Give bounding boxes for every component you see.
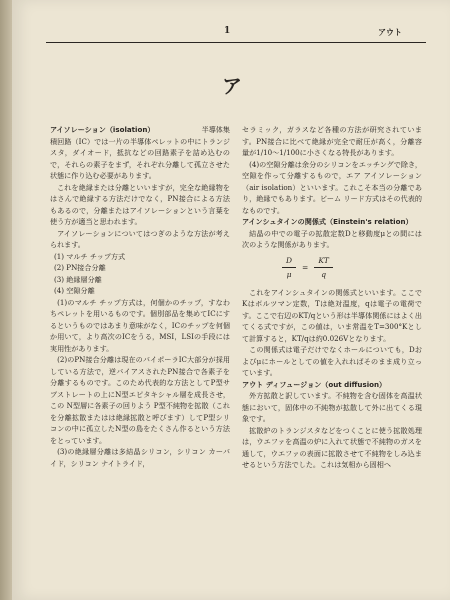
section-letter: ア xyxy=(222,74,242,98)
list-item: (1) マルチ チップ方式 xyxy=(54,251,126,261)
paragraph: 積回路（IC）では一片の半導体ペレットの中にトランジスタ，ダイオード，抵抗などの回路素子を詰め込むので，それらの素子をまず，それぞれ分離して孤立させた状態に作り込む必要があります。 xyxy=(50,136,230,180)
paragraph: 外方拡散と訳しています。不純物を含む固体を高温状態において，固体中の不純物が拡散して外に出てくる現象です。 xyxy=(242,391,422,423)
paragraph: セラミック，ガラスなど各種の方法が研究されています。PN接合に比べて絶縁が完全で耐圧が高く，分離容量が1/10〜1/100に小さくなる特長があります。 xyxy=(242,125,422,157)
page-number: 1 xyxy=(224,26,231,36)
paragraph: (1)のマルチ チップ方式は，何個かのチップ，すなわちペレットを用いるものです。個別部品を集めてICにするというものではあまり意味がなく，ICのチップを何個か用いて，より高次のICをうる，MSI，LSIの手段には実用性があります。 xyxy=(50,297,230,353)
paragraph: (3)の絶縁層分離は多結晶シリコン，シリコン カーバイド，シリコン ナイトライド， xyxy=(50,447,230,468)
book-gutter xyxy=(0,0,12,600)
formula-rhs-numerator: KT xyxy=(314,255,333,269)
entry-heading: アウト ディフュージョン（out diffusion） xyxy=(242,379,387,389)
list-item: (3) 絶縁層分離 xyxy=(54,274,102,284)
entry-field: 半導体集 xyxy=(201,125,230,134)
header-rule xyxy=(46,42,426,43)
paragraph: この関係式は電子だけでなくホールについても，Dおよびμにホールとしての値を入れればそのまま成り立っています。 xyxy=(242,345,422,377)
einstein-formula xyxy=(282,255,333,281)
right-column xyxy=(242,124,422,471)
paragraph: (4)の空隙分離は余分のシリコンをエッチングで除き，空隙を作って分離するもので，エア アイソレーション（air isolation）といいます。これこそ本当の分離であり，絶縁でもあります。ビーム リード方式はその代表的なものです。 xyxy=(242,159,422,215)
entry-heading: アインシュタインの関係式（Einstein's relation） xyxy=(242,217,413,226)
formula-lhs-numerator: D xyxy=(282,255,296,269)
paragraph: アイソレーションについてはつぎのような方法が考えられます。 xyxy=(50,228,230,249)
entry-isolation xyxy=(50,124,230,136)
running-head: アウト xyxy=(378,28,402,37)
list-item: (2) PN接合分離 xyxy=(54,263,106,272)
formula-equals: = xyxy=(302,262,309,272)
entry-heading: アイソレーション（isolation） xyxy=(50,125,155,134)
paragraph: 拡散炉のトランジスタなどをつくことに使う拡散処理は，ウエファを高温の炉に入れて状態で不純物のガスを通して，ウエファの表面に拡散させて不純物をしみ込ませるという方法でした。これは気相から固相へ xyxy=(242,425,422,469)
paragraph: これを絶縁または分離といいますが，完全な絶縁物をはさんで絶縁する方法だけでなく，PN接合による方法もあるので，分離またはアイソレーションという言葉を使う方が適当と思われます。 xyxy=(50,182,230,226)
formula-lhs-denominator: μ xyxy=(286,270,292,279)
formula-rhs-denominator: q xyxy=(321,270,327,279)
list-item: (4) 空隙分離 xyxy=(54,286,95,295)
paragraph: 結晶の中での電子の拡散定数Dと移動度μとの間には次のような関係があります。 xyxy=(242,228,422,249)
left-column xyxy=(50,124,230,469)
formula-rhs xyxy=(314,255,333,281)
paragraph: (2)のPN接合分離は現在のバイポーラIC大部分が採用している方法で，逆バイアスされたPN接合で各素子を分離するものです。このため代表的な方法としてP型サブストレートの上にN型エピタキシャル層を成長させ，この N型層に各素子の回りよう P型不純物を拡散（これを分離拡散またはは絶縁拡散と呼びます）してP型シリコンの中に孤立したN型の島をたくさん作るという方法をとっています。 xyxy=(50,355,230,445)
paragraph: これをアインシュタインの関係式といいます。ここでKはボルツマン定数，Tは絶対温度，qは電子の電荷です。ここで右辺のKT/qという形は半導体関係にはよく出てくる式ですが，この値は，いま常温をT=300°Kとして計算すると，KT/qは約0.026Vとなります。 xyxy=(242,287,422,343)
formula-lhs xyxy=(282,255,296,281)
